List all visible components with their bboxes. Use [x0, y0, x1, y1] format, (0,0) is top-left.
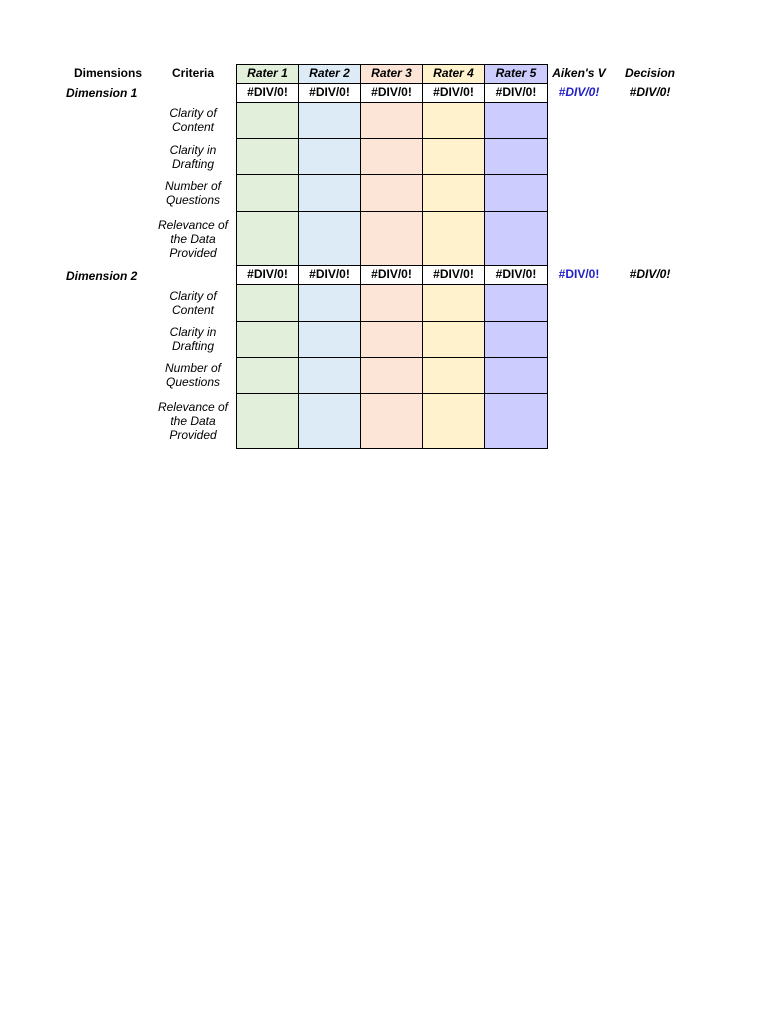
dimension-2-criterion-relevance-of-data: Relevance of the Data Provided: [157, 400, 229, 442]
dimension-1-row-2-rater-3-cell[interactable]: [360, 138, 423, 175]
dimension-2-row-1-rater-4-cell[interactable]: [422, 284, 485, 322]
dimension-2-row-4-rater-5-cell[interactable]: [484, 393, 548, 449]
header-criteria: Criteria: [171, 66, 215, 80]
dimension-1-row-1-rater-3-cell[interactable]: [360, 102, 423, 139]
dimension-2-row-3-rater-2-cell[interactable]: [298, 357, 361, 394]
dimension-2-row-4-rater-3-cell[interactable]: [360, 393, 423, 449]
dimension-1-criterion-clarity-in-drafting: Clarity in Drafting: [169, 143, 217, 171]
dimension-1-row-2-rater-2-cell[interactable]: [298, 138, 361, 175]
dimension-2-row-3-rater-1-cell[interactable]: [236, 357, 299, 394]
dimension-2-row-1-rater-5-cell[interactable]: [484, 284, 548, 322]
dimension-2-row-2-rater-1-cell[interactable]: [236, 321, 299, 358]
header-dimensions: Dimensions: [73, 66, 142, 80]
dimension-2-row-1-rater-2-cell[interactable]: [298, 284, 361, 322]
dimension-1-rater-5-value[interactable]: #DIV/0!: [484, 83, 548, 103]
dimension-1-row-1-rater-2-cell[interactable]: [298, 102, 361, 139]
header-rater-5: Rater 5: [484, 64, 548, 84]
dimension-2-row-2-rater-2-cell[interactable]: [298, 321, 361, 358]
dimension-2-criterion-clarity-in-drafting: Clarity in Drafting: [169, 325, 217, 353]
dimension-1-criterion-relevance-of-data: Relevance of the Data Provided: [157, 218, 229, 260]
dimension-2-row-2-rater-4-cell[interactable]: [422, 321, 485, 358]
dimension-1-row-1-rater-4-cell[interactable]: [422, 102, 485, 139]
dimension-2-rater-3-value[interactable]: #DIV/0!: [360, 265, 423, 285]
header-rater-2: Rater 2: [298, 64, 361, 84]
dimension-1-row-3-rater-3-cell[interactable]: [360, 174, 423, 212]
header-rater-3: Rater 3: [360, 64, 423, 84]
dimension-1-criterion-clarity-of-content: Clarity of Content: [169, 106, 217, 134]
header-rater-1: Rater 1: [236, 64, 299, 84]
dimension-1-row-4-rater-4-cell[interactable]: [422, 211, 485, 266]
dimension-2-decision: #DIV/0!: [629, 267, 671, 281]
dimension-1-row-4-rater-2-cell[interactable]: [298, 211, 361, 266]
dimension-1-row-2-rater-1-cell[interactable]: [236, 138, 299, 175]
dimension-2-row-4-rater-1-cell[interactable]: [236, 393, 299, 449]
dimension-1-label: Dimension 1: [66, 86, 138, 100]
dimension-1-row-2-rater-5-cell[interactable]: [484, 138, 548, 175]
dimension-2-rater-4-value[interactable]: #DIV/0!: [422, 265, 485, 285]
dimension-1-rater-3-value[interactable]: #DIV/0!: [360, 83, 423, 103]
dimension-2-rater-5-value[interactable]: #DIV/0!: [484, 265, 548, 285]
dimension-2-row-1-rater-3-cell[interactable]: [360, 284, 423, 322]
dimension-1-criterion-number-of-questions: Number of Questions: [164, 179, 222, 207]
dimension-1-row-3-rater-4-cell[interactable]: [422, 174, 485, 212]
dimension-1-row-3-rater-5-cell[interactable]: [484, 174, 548, 212]
dimension-2-row-2-rater-3-cell[interactable]: [360, 321, 423, 358]
dimension-1-rater-4-value[interactable]: #DIV/0!: [422, 83, 485, 103]
dimension-1-row-3-rater-2-cell[interactable]: [298, 174, 361, 212]
dimension-2-rater-2-value[interactable]: #DIV/0!: [298, 265, 361, 285]
dimension-2-label: Dimension 2: [66, 269, 138, 283]
dimension-1-row-2-rater-4-cell[interactable]: [422, 138, 485, 175]
dimension-2-row-1-rater-1-cell[interactable]: [236, 284, 299, 322]
header-rater-4: Rater 4: [422, 64, 485, 84]
dimension-1-rater-1-value[interactable]: #DIV/0!: [236, 83, 299, 103]
dimension-1-aikens-v: #DIV/0!: [558, 85, 600, 99]
dimension-2-criterion-number-of-questions: Number of Questions: [164, 361, 222, 389]
dimension-1-rater-2-value[interactable]: #DIV/0!: [298, 83, 361, 103]
dimension-2-row-3-rater-5-cell[interactable]: [484, 357, 548, 394]
dimension-1-decision: #DIV/0!: [629, 85, 671, 99]
dimension-1-row-1-rater-5-cell[interactable]: [484, 102, 548, 139]
dimension-2-row-4-rater-4-cell[interactable]: [422, 393, 485, 449]
dimension-1-row-3-rater-1-cell[interactable]: [236, 174, 299, 212]
dimension-2-aikens-v: #DIV/0!: [558, 267, 600, 281]
dimension-2-row-3-rater-4-cell[interactable]: [422, 357, 485, 394]
dimension-1-row-4-rater-3-cell[interactable]: [360, 211, 423, 266]
header-decision: Decision: [624, 66, 675, 80]
header-aikens-v: Aiken's V: [552, 66, 606, 80]
dimension-2-rater-1-value[interactable]: #DIV/0!: [236, 265, 299, 285]
dimension-2-row-4-rater-2-cell[interactable]: [298, 393, 361, 449]
dimension-2-row-2-rater-5-cell[interactable]: [484, 321, 548, 358]
dimension-1-row-4-rater-1-cell[interactable]: [236, 211, 299, 266]
dimension-2-criterion-clarity-of-content: Clarity of Content: [169, 289, 217, 317]
dimension-1-row-1-rater-1-cell[interactable]: [236, 102, 299, 139]
dimension-1-row-4-rater-5-cell[interactable]: [484, 211, 548, 266]
dimension-2-row-3-rater-3-cell[interactable]: [360, 357, 423, 394]
